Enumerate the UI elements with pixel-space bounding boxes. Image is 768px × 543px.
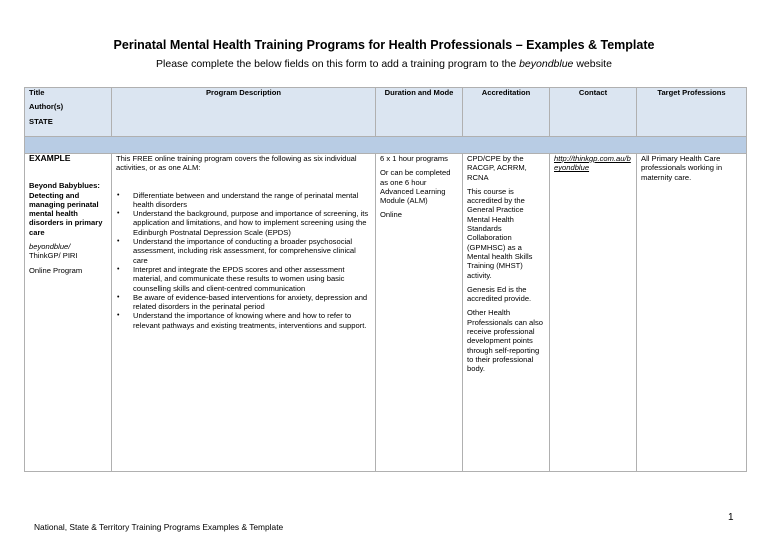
training-programs-table <box>24 87 747 472</box>
header-state: STATE <box>29 116 53 126</box>
subtitle-text-post: website <box>573 58 612 70</box>
example-label: EXAMPLE <box>29 153 71 163</box>
header-description: Program Description <box>112 88 376 137</box>
target-professions-text: All Primary Health Care professionals working in maternity care. <box>641 154 723 182</box>
page-number: 1 <box>728 512 734 523</box>
description-bullet-4: • Interpret and integrate the EPDS scores and other assessment material, and communicate these results to women using basic counselling skills and client-centred communication <box>133 265 371 293</box>
accreditation-para-1: CPD/CPE by the RACGP, ACRRM, RCNA <box>467 154 527 182</box>
description-bullet-1: • Differentiate between and understand the range of perinatal mental health disorders <box>133 191 371 210</box>
duration-line-3: Online <box>380 210 402 220</box>
separator-band-cell <box>25 137 747 154</box>
separator-band <box>25 137 747 154</box>
example-row <box>25 154 747 472</box>
header-accreditation: Accreditation <box>463 88 550 137</box>
description-bullet-6: • Understand the importance of knowing where and how to refer to relevant pathways and existing treatments, interventions and support. <box>133 311 371 330</box>
accreditation-para-3: Genesis Ed is the accredited provide. <box>467 284 532 304</box>
description-bullet-2: • Understand the background, purpose and importance of screening, its application and limitations, and how to implement screening using the Edinburgh Postnatal Depression Scale (EPDS) <box>133 209 371 237</box>
header-contact: Contact <box>550 88 637 137</box>
example-contact-cell <box>550 154 637 472</box>
header-duration: Duration and Mode <box>376 88 463 137</box>
example-description-list <box>116 191 371 330</box>
description-bullet-3: • Understand the importance of conducting a broader psychosocial assessment, including risk assessment, for comprehensive clinical care <box>133 237 371 265</box>
example-title-cell <box>25 154 112 472</box>
header-authors: Author(s) <box>29 102 64 112</box>
subtitle-text-pre: Please complete the below fields on this form to add a training program to the <box>156 58 520 70</box>
example-authors <box>29 242 107 261</box>
example-program-title: Beyond Babyblues: Detecting and managing perinatal mental health disorders in primary care <box>29 181 103 237</box>
example-description-cell <box>112 154 376 472</box>
duration-line-2: Or can be completed as one 6 hour Advanced Learning Module (ALM) <box>380 168 451 206</box>
duration-line-1: 6 x 1 hour programs <box>380 154 448 163</box>
description-bullet-5: • Be aware of evidence-based interventions for anxiety, depression and related disorders in the perinatal period <box>133 293 371 312</box>
page-footer: National, State & Territory Training Programs Examples & Template <box>34 522 284 532</box>
example-target-cell <box>637 154 747 472</box>
header-title: Title <box>29 88 45 97</box>
document-title: Perinatal Mental Health Training Programs for Health Professionals – Examples & Template <box>113 38 655 52</box>
example-author-rest: ThinkGP/ PIRI <box>29 251 78 261</box>
document-subtitle <box>0 58 768 70</box>
example-duration-cell <box>376 154 463 472</box>
header-target: Target Professions <box>637 88 747 137</box>
accreditation-para-4: Other Health Professionals can also receive professional development points through self-reporting to their professional body. <box>467 308 543 374</box>
header-row <box>25 88 747 137</box>
example-author-org: beyondblue/ <box>29 242 71 252</box>
accreditation-para-2: This course is accredited by the General Practice Mental Health Standards Collaboration (GPMHSC) as a Mental health Skills Training (MHST) activity. <box>467 186 533 280</box>
example-state: Online Program <box>29 265 83 275</box>
subtitle-brand: beyondblue <box>519 58 574 70</box>
contact-link[interactable]: http://thinkgp.com.au/beyondblue <box>554 154 631 173</box>
example-accreditation-cell <box>463 154 550 472</box>
example-description-intro: This FREE online training program covers the following as six individual activities, or as one ALM: <box>116 154 357 173</box>
header-title-author-state <box>25 88 112 137</box>
